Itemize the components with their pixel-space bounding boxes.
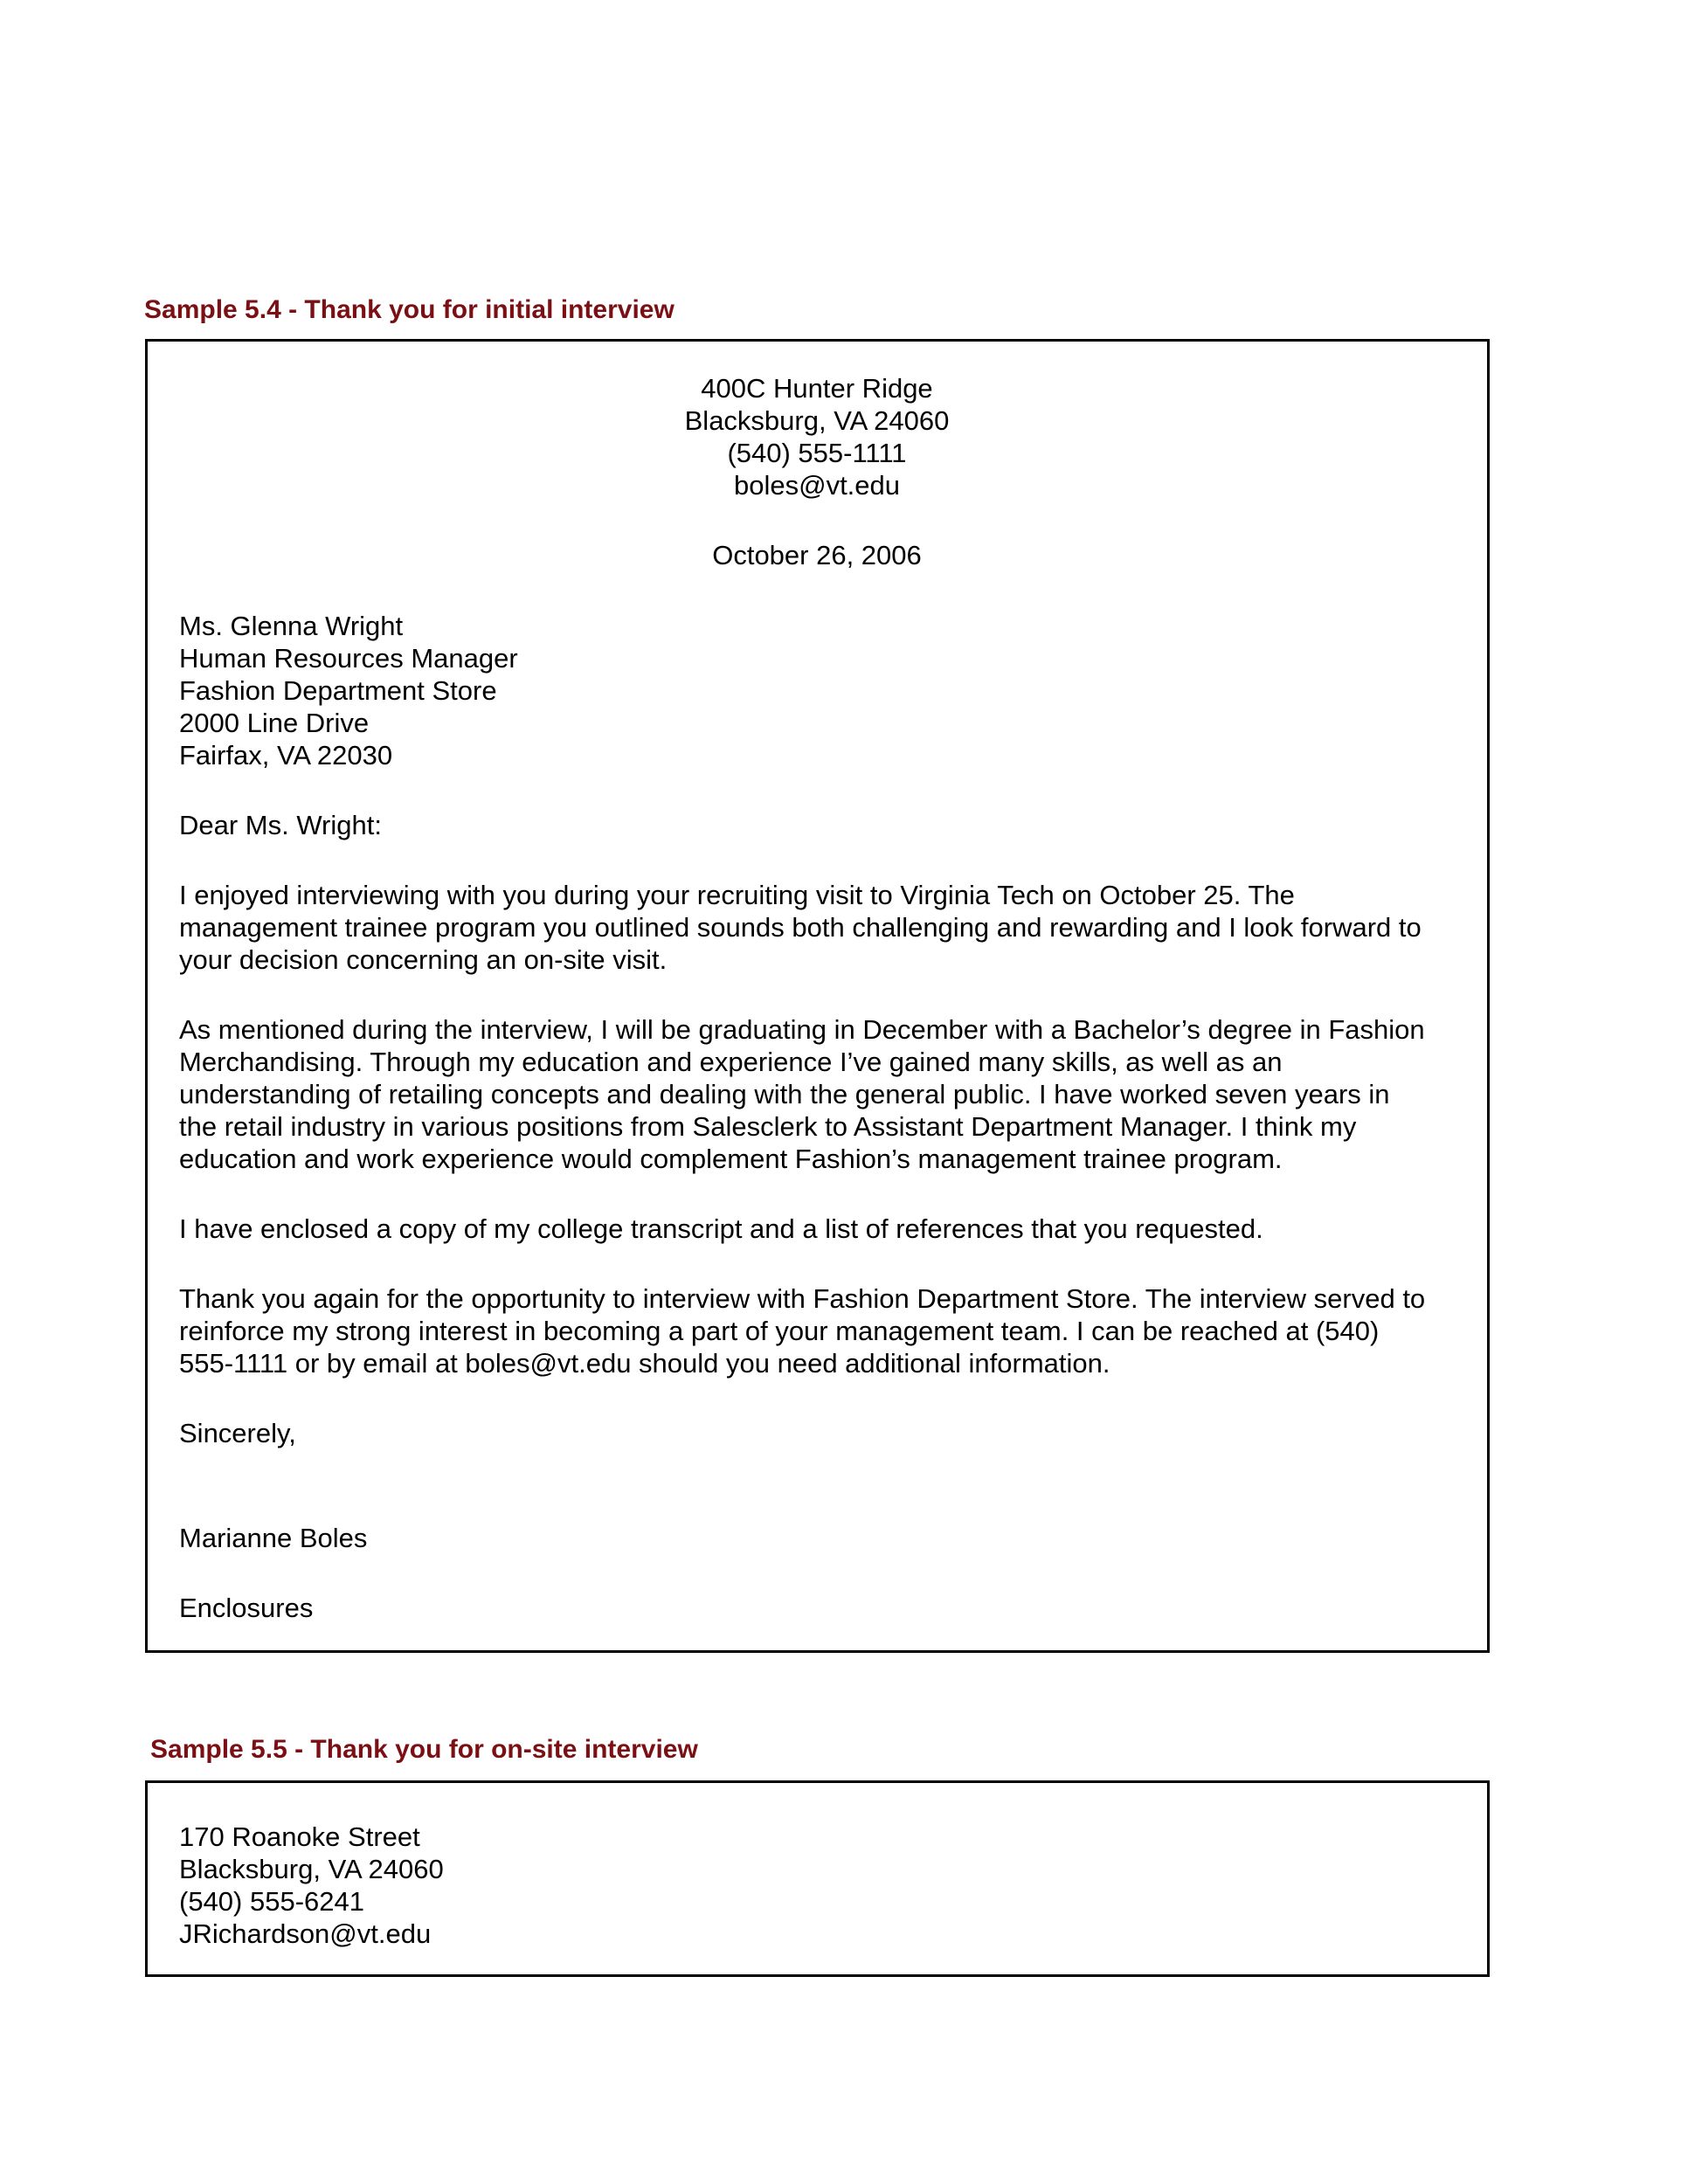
sample-5-4-letter-box — [145, 339, 1490, 1653]
paragraph-2-line-3: understanding of retailing concepts and dealing with the general public. I have worked seven years in — [179, 1079, 1390, 1109]
paragraph-2-line-2: Merchandising. Through my education and experience I’ve gained many skills, as well as an — [179, 1047, 1283, 1077]
sample-5-5-heading: Sample 5.5 - Thank you for on-site interview — [150, 1735, 698, 1764]
paragraph-4-line-3: 555-1111 or by email at boles@vt.edu should you need additional information. — [179, 1348, 1110, 1379]
sample-5-5-address-phone: (540) 555-6241 — [179, 1886, 364, 1917]
recipient-name: Ms. Glenna Wright — [179, 611, 404, 641]
return-address-phone: (540) 555-1111 — [727, 438, 907, 468]
recipient-city: Fairfax, VA 22030 — [179, 740, 393, 771]
paragraph-2-line-4: the retail industry in various positions from Salesclerk to Assistant Department Manager. I think my — [179, 1111, 1357, 1142]
paragraph-4-line-1: Thank you again for the opportunity to interview with Fashion Department Store. The interview served to — [179, 1283, 1426, 1314]
sample-5-4-heading: Sample 5.4 - Thank you for initial interview — [144, 295, 675, 324]
sample-5-5-address-street: 170 Roanoke Street — [179, 1821, 420, 1852]
enclosures-note: Enclosures — [179, 1593, 314, 1623]
paragraph-2-line-5: education and work experience would complement Fashion’s management trainee program. — [179, 1144, 1283, 1174]
recipient-street: 2000 Line Drive — [179, 708, 370, 738]
paragraph-3-line-1: I have enclosed a copy of my college transcript and a list of references that you requested. — [179, 1213, 1263, 1244]
letter-date: October 26, 2006 — [712, 540, 922, 570]
paragraph-1-line-3: your decision concerning an on-site visit. — [179, 944, 668, 975]
closing: Sincerely, — [179, 1418, 296, 1448]
salutation: Dear Ms. Wright: — [179, 810, 382, 840]
paragraph-1-line-2: management trainee program you outlined sounds both challenging and rewarding and I look forward to — [179, 912, 1422, 943]
recipient-title: Human Resources Manager — [179, 643, 518, 674]
signature-name: Marianne Boles — [179, 1523, 368, 1553]
return-address-email: boles@vt.edu — [733, 470, 901, 501]
sample-5-5-address-city: Blacksburg, VA 24060 — [179, 1854, 444, 1884]
sample-5-5-address-email: JRichardson@vt.edu — [179, 1918, 432, 1949]
paragraph-4-line-2: reinforce my strong interest in becoming a part of your management team. I can be reached at (540) — [179, 1316, 1380, 1346]
paragraph-2-line-1: As mentioned during the interview, I will be graduating in December with a Bachelor’s degree in Fashion — [179, 1014, 1425, 1045]
recipient-company: Fashion Department Store — [179, 675, 497, 706]
return-address-city: Blacksburg, VA 24060 — [684, 405, 950, 436]
paragraph-1-line-1: I enjoyed interviewing with you during your recruiting visit to Virginia Tech on October 25. The — [179, 880, 1295, 910]
return-address-street: 400C Hunter Ridge — [701, 373, 933, 404]
